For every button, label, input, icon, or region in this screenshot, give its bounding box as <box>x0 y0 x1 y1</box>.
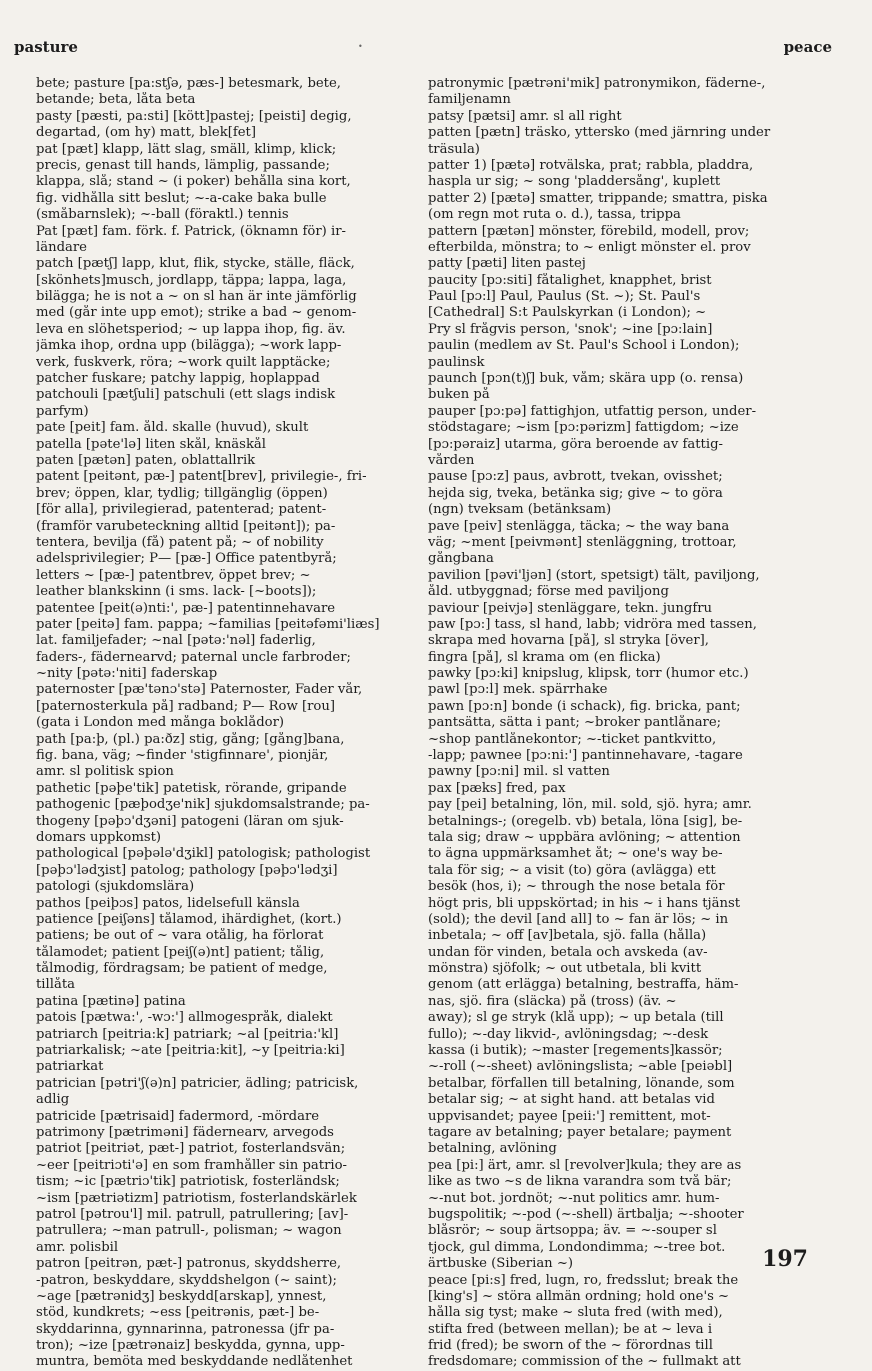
entry-line: fig. bana, väg; ~finder 'stigfinnare', pionjär, <box>36 748 329 764</box>
entry-line: fig. vidhålla sitt beslut; ~-a-cake baka bulle <box>36 190 327 206</box>
entry-line: pathogenic [pæþodʒe'nik] sjukdomsalstrande; pa- <box>36 797 370 813</box>
entry-line: fredsdomare; commission of the ~ fullmakt att <box>428 1354 741 1370</box>
entry-line: betalar sig; ~ at sight hand. att betalas vid <box>428 1092 715 1108</box>
entry-line: patriarch [peitria:k] patriark; ~al [peitria:'kl] <box>36 1026 339 1042</box>
entry-line: högt pris, bli uppskörtad; in his ~ i hans tjänst <box>428 895 741 911</box>
entry-line: pawky [pɔ:ki] knipslug, klipsk, torr (humor etc.) <box>428 666 749 682</box>
entry-line: Pry sl frågvis person, 'snok'; ~ine [pɔ:lain] <box>428 321 713 337</box>
entry-line: patronymic [pætrəni'mik] patronymikon, fäderne-, <box>428 76 766 91</box>
page-number: 197 <box>762 1246 808 1272</box>
entry-line: pathetic [pəþe'tik] patetisk, rörande, gripande <box>36 780 347 796</box>
entry-line: patter 2) [pætə] smatter, trippande; smattra, piska <box>428 190 768 206</box>
entry-line: thogeny [pəþɔ'dʒəni] patogeni (läran om sjuk- <box>36 813 344 829</box>
entry-line: [Cathedral] S:t Paulskyrkan (i London); ~ <box>428 305 707 321</box>
left-column <box>36 76 414 1371</box>
entry-line: fingra [på], sl krama om (en flicka) <box>428 649 661 665</box>
entry-line: paw [pɔ:] tass, sl hand, labb; vidröra med tassen, <box>428 616 757 632</box>
entry-line: haspla ur sig; ~ song 'pladdersång', kuplett <box>428 174 721 190</box>
entry-line: -patron, beskyddare, skyddshelgon (~ saint); <box>36 1272 337 1288</box>
entry-line: parfym) <box>36 403 89 419</box>
entry-line: [pəþɔ'lədʒist] patolog; pathology [pəþɔ'lədʒi] <box>36 862 338 878</box>
entry-line: undan för vinden, betala och avskeda (av- <box>428 944 708 960</box>
entry-line: jämka ihop, ordna upp (bilägga); ~work lapp- <box>36 338 342 354</box>
entry-line: patois [pætwa:', -wɔ:'] allmogespråk, dialekt <box>36 1010 333 1026</box>
entry-line: (gata i London med många boklådor) <box>36 715 285 731</box>
entry-line: pathos [peiþɔs] patos, lidelsefull känsla <box>36 895 300 911</box>
entry-line: betalning, avlöning <box>428 1141 557 1157</box>
entry-line: like as two ~s de likna varandra som två bär; <box>428 1174 732 1190</box>
entry-line: ~shop pantlånekontor; ~-ticket pantkvitto, <box>428 731 717 747</box>
entry-line: pawny [pɔ:ni] mil. sl vatten <box>428 764 610 780</box>
entry-line: patiens; be out of ~ vara otålig, ha förlorat <box>36 928 324 944</box>
entry-line: muntra, bemöta med beskyddande nedlåtenhet <box>36 1354 353 1370</box>
entry-line: pantsätta, sätta i pant; ~broker pantlånare; <box>428 715 722 731</box>
entry-line: pat [pæt] klapp, lätt slag, smäll, klimp, klick; <box>36 141 337 157</box>
entry-line: patter 1) [pætə] rotvälska, prat; rabbla, pladdra, <box>428 157 754 173</box>
entry-line: åld. utbyggnad; förse med paviljong <box>428 584 669 600</box>
entry-line: skyddarinna, gynnarinna, patronessa (jfr pa- <box>36 1321 335 1337</box>
entry-line: med (går inte upp emot); strike a bad ~ genom- <box>36 305 357 321</box>
entry-line: träsula) <box>428 141 480 157</box>
entry-line: betande; beta, låta beta <box>36 92 196 108</box>
entry-line: brev; öppen, klar, tydlig; tillgänglig (öppen) <box>36 485 328 501</box>
entry-line: genom (att erlägga) betalning, bestraffa, häm- <box>428 977 739 993</box>
entry-line: patrician [pətri'ʃ(ə)n] patricier, ädling; patricisk, <box>36 1075 359 1091</box>
entry-line: bugspolitik; ~-pod (~-shell) ärtbalja; ~-shooter <box>428 1206 744 1222</box>
entry-line: ~ism [pætriətizm] patriotism, fosterlandskärlek <box>36 1190 357 1206</box>
entry-line: bete; pasture [pa:stʃə, pæs-] betesmark, bete, <box>36 76 341 91</box>
entry-line: adlig <box>36 1092 70 1108</box>
entry-line: tagare av betalning; payer betalare; payment <box>428 1125 732 1140</box>
entry-line: Paul [pɔ:l] Paul, Paulus (St. ~); St. Paul's <box>428 289 701 305</box>
entry-line: buken på <box>428 387 490 403</box>
entry-line: pattern [pætən] mönster, förebild, modell, prov; <box>428 223 750 239</box>
entry-line: amr. sl politisk spion <box>36 764 174 780</box>
entry-line: tron); ~ize [pætrənaiz] beskydda, gynna, upp- <box>36 1338 345 1354</box>
entry-line: kassa (i butik); ~master [regements]kassör; <box>428 1043 723 1059</box>
entry-line: patricide [pætrisaid] fadermord, -mördare <box>36 1108 320 1124</box>
entry-line: tålamodet; patient [peiʃ(ə)nt] patient; tålig, <box>36 944 325 960</box>
entry-line: ~-roll (~-sheet) avlöningslista; ~able [peiəbl] <box>428 1059 733 1075</box>
entry-line: paternoster [pæ'tənɔ'stə] Paternoster, Fader vår, <box>36 682 363 698</box>
entry-line: paunch [pɔn(t)ʃ] buk, våm; skära upp (o. rensa) <box>428 371 744 387</box>
entry-line: stödstagare; ~ism [pɔ:pərizm] fattigdom; ~ize <box>428 420 739 436</box>
entry-line: patologi (sjukdomslära) <box>36 879 195 895</box>
entry-line: [för alla], privilegierad, patenterad; patent- <box>36 502 327 518</box>
entry-line: lat. familjefader; ~nal [pətə:'nəl] faderlig, <box>36 633 316 649</box>
entry-line: tala för sig; ~ a visit (to) göra (avlägga) ett <box>428 862 716 878</box>
entry-line: pay [pei] betalning, lön, mil. sold, sjö. hyra; amr. <box>428 797 752 813</box>
entry-line: klappa, slå; stand ~ (i poker) behålla sina kort, <box>36 174 351 190</box>
entry-line: Pat [pæt] fam. förk. f. Patrick, (öknamn för) ir- <box>36 223 346 239</box>
entry-line: pavilion [pəvi'ljən] (stort, spetsigt) tält, paviljong, <box>428 567 760 583</box>
entry-line: patina [pætinə] patina <box>36 993 186 1009</box>
entry-line: ~age [pætrənidʒ] beskydd[arskap], ynnest, <box>36 1288 327 1304</box>
entry-line: nas, sjö. fira (släcka) på (tross) (äv. ~ <box>428 993 677 1009</box>
entry-line: -lapp; pawnee [pɔ:ni:'] pantinnehavare, -tagare <box>428 748 743 764</box>
entry-line: paucity [pɔ:siti] fåtalighet, knapphet, brist <box>428 272 712 288</box>
entry-line: pater [peitə] fam. pappa; ~familias [peitəfəmi'liæs] <box>36 616 380 632</box>
entry-line: efterbilda, mönstra; to ~ enligt mönster el. prov <box>428 239 751 255</box>
entry-line: hålla sig tyst; make ~ sluta fred (with med), <box>428 1305 723 1321</box>
entry-line: degartad, (om hy) matt, blek[fet] <box>36 125 256 141</box>
entry-line: familjenamn <box>428 92 511 108</box>
entry-line: pasty [pæsti, pa:sti] [kött]pastej; [peisti] degig, <box>36 108 352 124</box>
entry-line: patrol [pətrou'l] mil. patrull, patrullering; [av]- <box>36 1206 349 1222</box>
entry-line: tålmodig, fördragsam; be patient of medge, <box>36 961 328 977</box>
entry-line: letters ~ [pæ-] patentbrev, öppet brev; ~ <box>36 567 311 583</box>
entry-line: (framför varubeteckning alltid [peitənt]); pa- <box>36 518 336 534</box>
header-right-guideword: peace <box>783 38 832 56</box>
entry-line: patchouli [pætʃuli] patschuli (ett slags indisk <box>36 387 336 403</box>
entry-line: ~-nut bot. jordnöt; ~-nut politics amr. hum- <box>428 1190 720 1206</box>
entry-line: patcher fuskare; patchy lappig, hoplappad <box>36 371 320 387</box>
entry-line: tism; ~ic [pætriɔ'tik] patriotisk, fosterländsk; <box>36 1174 340 1190</box>
entry-line: ~eer [peitriɔti'ə] en som framhåller sin patrio- <box>36 1157 347 1173</box>
entry-line: paulinsk <box>428 354 485 370</box>
entry-line: [skönhets]musch, jordlapp, täppa; lappa, laga, <box>36 272 347 288</box>
entry-line: path [pa:þ, (pl.) pa:ðz] stig, gång; [gång]bana, <box>36 731 345 747</box>
entry-line: faders-, fädernearvd; paternal uncle farbroder; <box>36 649 351 665</box>
entry-line: pax [pæks] fred, pax <box>428 780 566 796</box>
header-left-guideword: pasture <box>14 38 78 56</box>
entry-line: stifta fred (between mellan); be at ~ leva i <box>428 1321 713 1337</box>
entry-line: [pɔ:pəraiz] utarma, göra beroende av fattig- <box>428 436 723 452</box>
entry-line: [king's] ~ störa allmän ordning; hold one's ~ <box>428 1288 730 1304</box>
entry-line: pave [peiv] stenlägga, täcka; ~ the way bana <box>428 518 730 534</box>
entry-line: gångbana <box>428 551 494 567</box>
entry-line: patten [pætn] träsko, yttersko (med järnring under <box>428 125 771 141</box>
entry-line: domars uppkomst) <box>36 829 162 845</box>
entry-line: patent [peitənt, pæ-] patent[brev], privilegie-, fri- <box>36 469 367 485</box>
entry-line: blåsrör; ~ soup ärtsoppa; äv. = ~-souper sl <box>428 1223 717 1239</box>
entry-line: precis, genast till hands, lämplig, passande; <box>36 157 330 173</box>
entry-line: ländare <box>36 239 87 255</box>
entry-line: ~nity [pətə:'niti] faderskap <box>36 666 218 682</box>
entry-line: verk, fuskverk, röra; ~work quilt lapptäcke; <box>36 354 331 370</box>
entry-line: patience [peiʃəns] tålamod, ihärdighet, (kort.) <box>36 911 342 927</box>
entry-line: tala sig; draw ~ uppbära avlöning; ~ attention <box>428 829 741 845</box>
entry-line: stöd, kundkrets; ~ess [peitrənis, pæt-] be- <box>36 1305 320 1321</box>
entry-line: frid (fred); be sworn of the ~ förordnas till <box>428 1338 713 1354</box>
entry-line: betalnings-; (oregelb. vb) betala, löna [sig], be- <box>428 813 743 829</box>
entry-line: bilägga; he is not a ~ on sl han är inte jämförlig <box>36 289 357 305</box>
entry-line: pawn [pɔ:n] bonde (i schack), fig. bricka, pant; <box>428 698 741 714</box>
entry-line: paviour [peivjə] stenläggare, tekn. jungfru <box>428 600 713 616</box>
entry-line: (ngn) tveksam (betänksam) <box>428 502 612 518</box>
entry-line: mönstra) sjöfolk; ~ out utbetala, bli kvitt <box>428 961 702 977</box>
entry-line: fullo); ~-day likvid-, avlöningsdag; ~-desk <box>428 1026 709 1042</box>
entry-line: patsy [pætsi] amr. sl all right <box>428 108 622 124</box>
entry-line: pause [pɔ:z] paus, avbrott, tvekan, ovisshet; <box>428 469 723 485</box>
entry-line: besök (hos, i); ~ through the nose betala för <box>428 879 725 895</box>
entry-line: patriot [peitriət, pæt-] patriot, fosterlandsvän; <box>36 1141 346 1157</box>
entry-line: amr. polisbil <box>36 1239 119 1255</box>
entry-line: uppvisandet; payee [peii:'] remittent, mot- <box>428 1108 711 1124</box>
entry-line: paten [pætən] paten, oblattallrik <box>36 452 256 468</box>
entry-line: pate [peit] fam. åld. skalle (huvud), skult <box>36 420 309 436</box>
entry-line: to ägna uppmärksamhet åt; ~ one's way be- <box>428 846 723 862</box>
entry-line: (om regn mot ruta o. d.), tassa, trippa <box>428 207 681 223</box>
entry-line: tentera, bevilja (få) patent på; ~ of nobility <box>36 534 324 550</box>
entry-line: vården <box>428 452 475 468</box>
entry-line: skrapa med hovarna [på], sl stryka [över], <box>428 633 709 649</box>
entry-line: peace [pi:s] fred, lugn, ro, fredsslut; break the <box>428 1272 739 1288</box>
entry-line: betalbar, förfallen till betalning, lönande, som <box>428 1075 735 1091</box>
entry-line: patella [pəte'lə] liten skål, knäskål <box>36 436 267 452</box>
right-column <box>428 76 806 1371</box>
entry-line: patriarkat <box>36 1059 104 1075</box>
entry-line: pawl [pɔ:l] mek. spärrhake <box>428 682 608 698</box>
entry-line: hejda sig, tveka, betänka sig; give ~ to göra <box>428 485 723 501</box>
entry-line: patty [pæti] liten pastej <box>428 256 586 272</box>
entry-line: adelsprivilegier; P— [pæ-] Office patentbyrå; <box>36 551 337 567</box>
entry-line: leather blankskinn (i sms. lack- [~boots]); <box>36 584 317 600</box>
entry-line: patentee [peit(ə)nti:', pæ-] patentinnehavare <box>36 600 336 616</box>
entry-line: pathological [pəþələ'dʒikl] patologisk; pathologist <box>36 846 371 862</box>
header-dot: • <box>358 42 363 51</box>
entry-line: [paternosterkula på] radband; P— Row [rou] <box>36 698 335 714</box>
entry-line: patrimony [pætriməni] fädernearv, arvegods <box>36 1125 334 1140</box>
entry-line: pea [pi:] ärt, amr. sl [revolver]kula; they are as <box>428 1157 742 1173</box>
entry-line: patrullera; ~man patrull-, polisman; ~ wagon <box>36 1223 342 1239</box>
entry-line: tillåta <box>36 977 75 993</box>
entry-line: patron [peitrən, pæt-] patronus, skyddsherre, <box>36 1256 342 1272</box>
entry-line: patch [pætʃ] lapp, klut, flik, stycke, ställe, fläck, <box>36 256 355 272</box>
entry-line: väg; ~ment [peivmənt] stenläggning, trottoar, <box>428 534 737 550</box>
entry-line: leva en slöhetsperiod; ~ up lappa ihop, fig. äv. <box>36 321 346 337</box>
entry-line: inbetala; ~ off [av]betala, sjö. falla (hålla) <box>428 928 707 944</box>
entry-line: (småbarnslek); ~-ball (föraktl.) tennis <box>36 207 289 223</box>
entry-line: pauper [pɔ:pə] fattighjon, utfattig person, under- <box>428 403 757 419</box>
entry-line: tjock, gul dimma, Londondimma; ~-tree bot. <box>428 1239 726 1255</box>
entry-line: away); sl ge stryk (klå upp); ~ up betala (till <box>428 1010 724 1026</box>
entry-line: (sold); the devil [and all] to ~ fan är lös; ~ in <box>428 911 729 927</box>
entry-line: ärtbuske (Siberian ~) <box>428 1256 574 1272</box>
entry-line: paulin (medlem av St. Paul's School i London); <box>428 338 740 354</box>
entry-line: patriarkalisk; ~ate [peitria:kit], ~y [peitria:ki] <box>36 1043 345 1059</box>
